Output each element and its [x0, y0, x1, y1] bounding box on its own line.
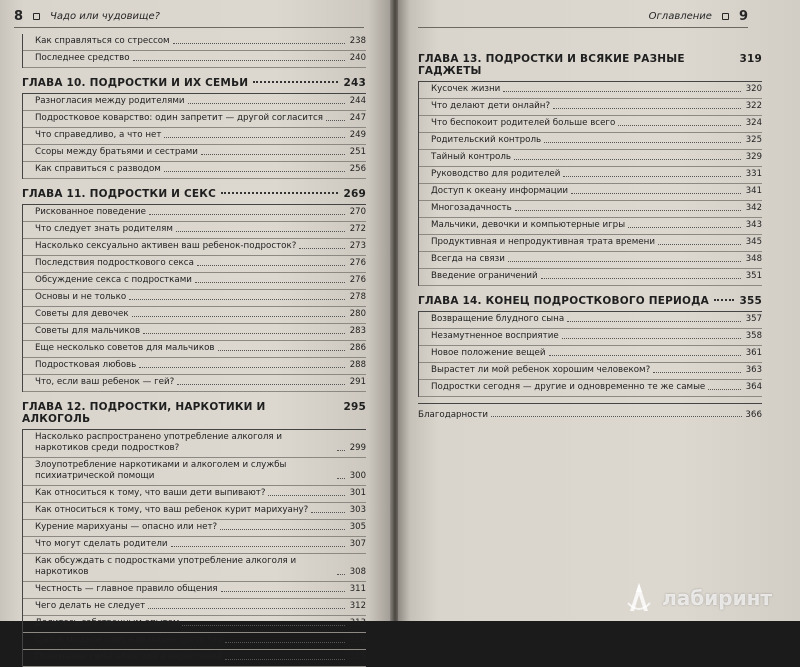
entry-text: Как относиться к тому, что ваш ребенок курит марихуану? — [35, 505, 309, 515]
dot-leader — [714, 299, 735, 301]
toc-entry — [23, 554, 366, 582]
chapter-entries — [22, 430, 366, 667]
entry-text: Как справляться со стрессом — [35, 36, 170, 46]
entry-page: 301 — [349, 488, 366, 498]
dot-leader — [571, 193, 741, 194]
toc-entry — [23, 503, 366, 520]
entry-page: 299 — [349, 443, 366, 453]
toc-entry — [23, 145, 366, 162]
entry-text: Тайный контроль — [431, 152, 512, 162]
toc-entry — [23, 458, 366, 486]
chapter-entries — [418, 312, 762, 397]
toc-entry — [23, 307, 366, 324]
left-header-rule — [14, 27, 364, 28]
entry-text: Вырастет ли мой ребенок хорошим человеком? — [431, 365, 651, 375]
dot-leader — [549, 355, 742, 356]
toc-entry — [23, 582, 366, 599]
dot-leader — [337, 478, 345, 479]
entry-text: Последствия подросткового секса — [35, 258, 194, 268]
entry-text: Разногласия между родителями — [35, 96, 185, 106]
toc-entry — [23, 650, 366, 667]
continued-entries — [22, 34, 366, 68]
dot-leader — [143, 333, 345, 334]
entry-page: 348 — [745, 254, 762, 264]
entry-page: 311 — [349, 584, 366, 594]
chapter-11 — [22, 188, 366, 392]
toc-entry — [23, 290, 366, 307]
dot-leader — [567, 321, 741, 322]
right-running-title: Оглавление — [648, 10, 712, 22]
dot-leader — [132, 316, 345, 317]
toc-entry — [23, 34, 366, 51]
right-running-head — [649, 8, 748, 24]
dot-leader — [188, 103, 345, 104]
dot-leader — [508, 261, 741, 262]
entry-page: 305 — [349, 522, 366, 532]
chapter-name: ГЛАВА 14. КОНЕЦ ПОДРОСТКОВОГО ПЕРИОДА — [418, 295, 709, 307]
dot-leader — [173, 43, 345, 44]
toc-entry — [23, 273, 366, 290]
entry-text: Чего делать не следует — [35, 601, 146, 611]
dot-leader — [133, 60, 345, 61]
toc-entry — [23, 222, 366, 239]
toc-entry — [23, 51, 366, 68]
left-running-title: Чадо или чудовище? — [50, 10, 160, 22]
dot-leader — [149, 214, 345, 215]
toc-entry — [23, 599, 366, 616]
chapter-name: ГЛАВА 13. ПОДРОСТКИ И ВСЯКИЕ РАЗНЫЕ ГАДЖЕТЫ — [418, 53, 685, 77]
toc-entry — [419, 167, 762, 184]
entry-page: 364 — [745, 382, 762, 392]
toc-entry — [23, 358, 366, 375]
entry-text: Благодарности — [418, 410, 489, 420]
toc-entry — [23, 520, 366, 537]
chapter-page: 355 — [739, 295, 762, 307]
dot-leader — [177, 384, 345, 385]
entry-page: 366 — [745, 410, 762, 420]
entry-text: Как справиться с разводом — [35, 164, 161, 174]
entry-text: Основы и не только — [35, 292, 127, 302]
dot-leader — [618, 125, 741, 126]
entry-text: Что справедливо, а что нет — [35, 130, 162, 140]
entry-text: Самое мощное сдерживающее средство — [35, 635, 222, 645]
toc-entry — [23, 256, 366, 273]
entry-text: Возвращение блудного сына — [431, 314, 565, 324]
chapter-entries — [418, 82, 762, 286]
entry-text: Советы для девочек — [35, 309, 129, 319]
dot-leader — [164, 171, 345, 172]
toc-entry — [419, 218, 762, 235]
entry-text: Продуктивная и непродуктивная трата времени — [431, 237, 655, 247]
entry-page: 283 — [349, 326, 366, 336]
toc-entry — [23, 94, 366, 111]
toc-entry — [419, 363, 762, 380]
dot-leader — [658, 244, 741, 245]
entry-text: Мальчики, девочки и компьютерные игры — [431, 220, 626, 230]
entry-page: 276 — [349, 258, 366, 268]
entry-page: 303 — [349, 505, 366, 515]
dot-leader — [562, 338, 741, 339]
chapter-13 — [418, 53, 762, 286]
entry-page: 270 — [349, 207, 366, 217]
entry-page: 358 — [745, 331, 762, 341]
square-ornament-icon — [33, 13, 40, 20]
dot-leader — [628, 227, 741, 228]
dot-leader — [541, 278, 741, 279]
entry-text: Последнее средство — [35, 53, 130, 63]
entry-page: 331 — [745, 169, 762, 179]
dot-leader — [218, 350, 345, 351]
entry-text: Ссоры между братьями и сестрами — [35, 147, 198, 157]
entry-text: Незамутненное восприятие — [431, 331, 559, 341]
entry-page: 314 — [349, 635, 366, 645]
entry-page: 322 — [745, 101, 762, 111]
entry-page: 343 — [745, 220, 762, 230]
entry-text: Руководство для родителей — [431, 169, 561, 179]
dot-leader — [337, 574, 345, 575]
dot-leader — [129, 299, 345, 300]
entry-page: 351 — [745, 271, 762, 281]
entry-page: 313 — [349, 618, 366, 628]
chapter-name: ГЛАВА 11. ПОДРОСТКИ И СЕКС — [22, 188, 216, 200]
dot-leader — [268, 495, 345, 496]
dot-leader — [514, 159, 741, 160]
toc-entry — [419, 133, 762, 150]
entry-page: 312 — [349, 601, 366, 611]
toc-entry — [419, 312, 762, 329]
entry-page: 345 — [745, 237, 762, 247]
entry-page: 357 — [745, 314, 762, 324]
entry-text: Насколько распространено употребление алкоголя и наркотиков среди подростков? — [35, 432, 283, 453]
chapter-name: ГЛАВА 12. ПОДРОСТКИ, НАРКОТИКИ И АЛКОГОЛЬ — [22, 401, 266, 425]
toc-entry — [419, 201, 762, 218]
toc-entry — [419, 252, 762, 269]
toc-entry — [419, 235, 762, 252]
dot-leader — [197, 265, 345, 266]
entry-text: Рискованное поведение — [35, 207, 146, 217]
chapter-14 — [418, 295, 762, 397]
acknowledgements-entry — [418, 403, 762, 423]
dot-leader — [171, 546, 345, 547]
toc-entry — [23, 430, 366, 458]
dot-leader — [176, 231, 345, 232]
toc-entry — [419, 329, 762, 346]
toc-entry — [23, 239, 366, 256]
entry-text: Что, если ваш ребенок — гей? — [35, 377, 175, 387]
dot-leader — [221, 192, 338, 194]
toc-entry — [419, 346, 762, 363]
dot-leader — [563, 176, 741, 177]
entry-text: Что делают дети онлайн? — [431, 101, 551, 111]
entry-page: 291 — [349, 377, 366, 387]
dot-leader — [544, 142, 741, 143]
entry-text: Как обсуждать с подростками употребление алкоголя и наркотиков — [35, 556, 297, 577]
left-toc — [22, 34, 366, 667]
dot-leader — [201, 154, 345, 155]
toc-entry — [23, 128, 366, 145]
entry-text: Всегда на связи — [431, 254, 505, 264]
chapter-page: 269 — [343, 188, 366, 200]
left-folio: 8 — [14, 8, 24, 24]
entry-page: 240 — [349, 53, 366, 63]
entry-page: 308 — [349, 567, 366, 577]
entry-page: 320 — [745, 84, 762, 94]
toc-entry — [23, 341, 366, 358]
entry-page: 315 — [349, 652, 366, 662]
entry-page: 247 — [349, 113, 366, 123]
entry-text: Что беспокоит родителей больше всего — [431, 118, 616, 128]
chapter-title — [22, 188, 366, 200]
toc-entry — [23, 633, 366, 650]
dot-leader — [164, 137, 345, 138]
entry-page: 256 — [349, 164, 366, 174]
entry-text: Доступ к океану информации — [431, 186, 569, 196]
dot-leader — [220, 529, 345, 530]
entry-page: 307 — [349, 539, 366, 549]
entry-text: Подростковая любовь — [35, 360, 137, 370]
dot-leader — [653, 372, 741, 373]
toc-entry — [419, 150, 762, 167]
toc-entry — [23, 162, 366, 179]
toc-entry — [419, 380, 762, 397]
labirint-logo-icon — [622, 581, 656, 615]
entry-text: Что следует знать родителям — [35, 224, 173, 234]
dot-leader — [326, 120, 345, 121]
entry-text: Родительский контроль — [431, 135, 542, 145]
right-header-rule — [418, 27, 748, 28]
entry-text: Обсуждение секса с подростками — [35, 275, 192, 285]
right-folio: 9 — [738, 8, 748, 24]
watermark — [622, 581, 772, 615]
entry-page: 341 — [745, 186, 762, 196]
chapter-title — [22, 401, 366, 425]
toc-entry — [419, 116, 762, 133]
dot-leader — [225, 642, 345, 643]
entry-page: 361 — [745, 348, 762, 358]
chapter-title — [418, 295, 762, 307]
right-page — [398, 0, 800, 621]
entry-text: Честность — главное правило общения — [35, 584, 218, 594]
toc-entry — [419, 82, 762, 99]
chapter-name: ГЛАВА 10. ПОДРОСТКИ И ИХ СЕМЬИ — [22, 77, 249, 89]
left-running-head — [14, 8, 160, 24]
dot-leader — [553, 108, 741, 109]
toc-entry — [419, 184, 762, 201]
right-toc — [418, 44, 762, 423]
dot-leader — [311, 512, 345, 513]
entry-page: 300 — [349, 471, 366, 481]
entry-page: 272 — [349, 224, 366, 234]
toc-entry — [23, 537, 366, 554]
dot-leader — [195, 282, 345, 283]
entry-page: 276 — [349, 275, 366, 285]
toc-entry — [23, 205, 366, 222]
entry-page: 288 — [349, 360, 366, 370]
entry-text: Насколько сексуально активен ваш ребенок-подросток? — [35, 241, 297, 251]
chapter-title — [418, 53, 762, 77]
chapter-title — [22, 77, 366, 89]
toc-entry — [23, 375, 366, 392]
dot-leader — [253, 81, 338, 83]
entry-page: 280 — [349, 309, 366, 319]
dot-leader — [337, 450, 345, 451]
entry-text: Кусочек жизни — [431, 84, 501, 94]
entry-page: 251 — [349, 147, 366, 157]
chapter-12 — [22, 401, 366, 667]
entry-page: 363 — [745, 365, 762, 375]
entry-text: Курение марихуаны — опасно или нет? — [35, 522, 218, 532]
dot-leader — [225, 659, 345, 660]
dot-leader — [708, 389, 741, 390]
toc-entry — [419, 99, 762, 116]
toc-entry — [23, 486, 366, 503]
entry-page: 286 — [349, 343, 366, 353]
dot-leader — [221, 591, 345, 592]
entry-page: 325 — [745, 135, 762, 145]
dot-leader — [503, 91, 741, 92]
entry-page: 278 — [349, 292, 366, 302]
entry-text: Введение ограничений — [431, 271, 538, 281]
entry-text: Злоупотребление наркотиками и алкоголем и службы психиатрической помощи — [35, 460, 287, 481]
entry-page: 342 — [745, 203, 762, 213]
entry-page: 238 — [349, 36, 366, 46]
chapter-page: 243 — [343, 77, 366, 89]
entry-text: Подростки сегодня — другие и одновременно те же самые — [431, 382, 706, 392]
toc-entry — [23, 324, 366, 341]
dot-leader — [491, 416, 742, 417]
entry-text: Подростковое коварство: один запретит — другой согласится — [35, 113, 323, 123]
chapter-page: 295 — [343, 401, 366, 413]
entry-text: Новое положение вещей — [431, 348, 546, 358]
entry-page: 273 — [349, 241, 366, 251]
entry-text: Как относиться к тому, что ваши дети выпивают? — [35, 488, 266, 498]
entry-page: 329 — [745, 152, 762, 162]
dot-leader — [148, 608, 345, 609]
dot-leader — [139, 367, 345, 368]
watermark-text: лабиринт — [662, 586, 772, 610]
left-page — [0, 0, 392, 662]
entry-text: Советы для мальчиков — [35, 326, 141, 336]
entry-text: Еще несколько советов для мальчиков — [35, 343, 215, 353]
dot-leader — [299, 248, 345, 249]
entry-text: Многозадачность — [431, 203, 512, 213]
chapter-page: 319 — [739, 53, 762, 65]
entry-text: Понимание силы алкоголя и наркотиков — [35, 652, 222, 662]
toc-entry — [23, 111, 366, 128]
chapter-entries — [22, 205, 366, 392]
toc-entry — [419, 269, 762, 286]
entry-text: Делитесь собственным опытом — [35, 618, 180, 628]
entry-page: 244 — [349, 96, 366, 106]
toc-entry — [23, 616, 366, 633]
entry-text: Что могут сделать родители — [35, 539, 168, 549]
chapter-entries — [22, 94, 366, 179]
entry-page: 249 — [349, 130, 366, 140]
dot-leader — [515, 210, 741, 211]
dot-leader — [182, 625, 345, 626]
chapter-10 — [22, 77, 366, 179]
square-ornament-icon — [722, 13, 729, 20]
entry-page: 324 — [745, 118, 762, 128]
